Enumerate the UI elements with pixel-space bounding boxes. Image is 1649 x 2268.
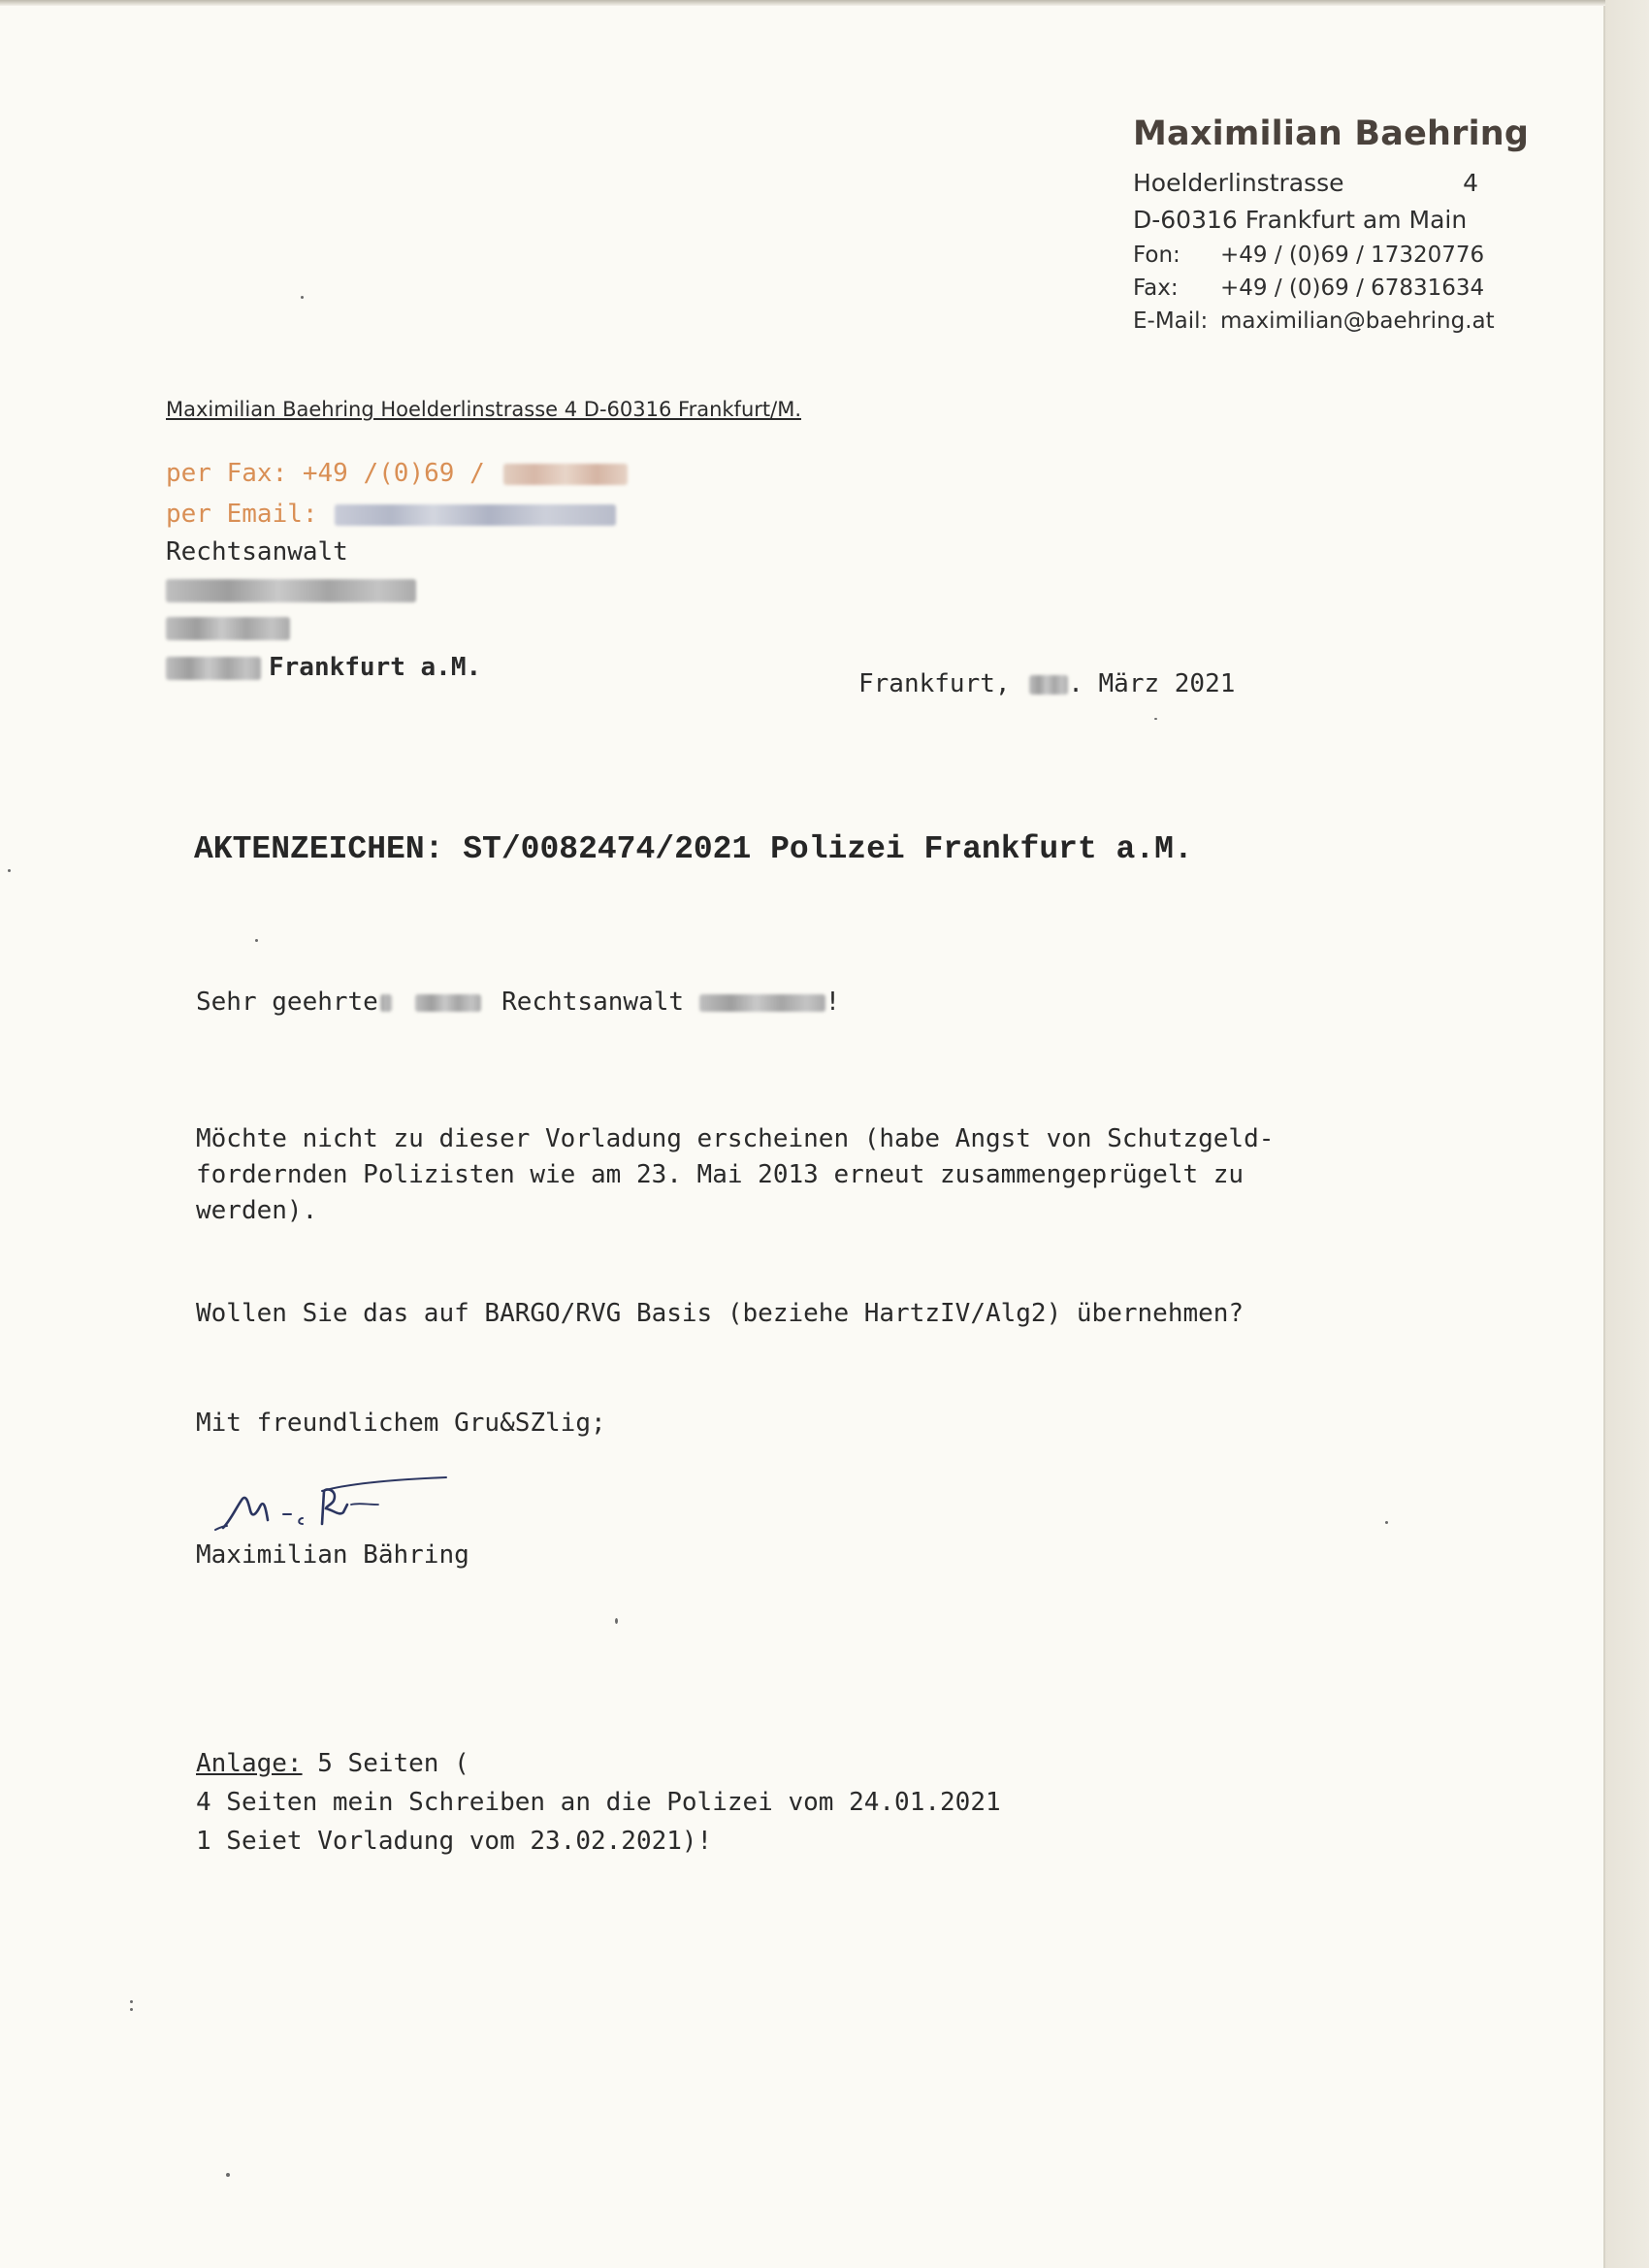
email-label: E-Mail: (1133, 308, 1209, 334)
email-value: maximilian@baehring.at (1220, 308, 1495, 334)
salutation-end: ! (824, 988, 841, 1017)
letterhead-street-name: Hoelderlinstrasse (1133, 169, 1344, 197)
body-paragraph-2: Wollen Sie das auf BARGO/RVG Basis (beziehe HartzIV/Alg2) übernehmen? (196, 1299, 1245, 1328)
recipient-title: Rechtsanwalt (166, 537, 348, 567)
salutation-start: Sehr geehrte (196, 988, 378, 1017)
salutation (196, 985, 840, 1021)
redacted-email (335, 504, 616, 526)
recipient-fax-line (166, 459, 628, 488)
scan-speck (130, 2008, 133, 2011)
scan-speck (8, 869, 11, 872)
handwritten-signature (213, 1470, 456, 1538)
scan-top-edge (0, 0, 1605, 6)
attachment-line: 1 Seiet Vorladung vom 23.02.2021)! (196, 1827, 713, 1856)
redacted-fax-number (503, 464, 628, 485)
signer-name: Maximilian Bähring (196, 1540, 469, 1570)
redacted-salutation-suffix (380, 994, 392, 1012)
scan-speck (1154, 718, 1157, 720)
recipient-fax-prefix: per Fax: +49 /(0)69 / (166, 459, 485, 488)
closing-phrase: Mit freundlichem Gru&SZlig; (196, 1409, 606, 1438)
date-prefix: Frankfurt, (858, 669, 1011, 698)
redacted-name-block (166, 579, 416, 602)
scan-speck (130, 2000, 133, 2003)
letterhead-fax (1133, 275, 1484, 301)
recipient-email-line (166, 500, 616, 529)
attachment-line: 4 Seiten mein Schreiben an die Polizei vom 24.01.2021 (196, 1788, 1001, 1817)
scan-right-margin (1605, 0, 1649, 2268)
letterhead-city: D-60316 Frankfurt am Main (1133, 206, 1468, 234)
salutation-middle: Rechtsanwalt (501, 988, 684, 1017)
recipient-email-prefix: per Email: (166, 500, 318, 529)
recipient-city-line (166, 653, 481, 682)
sender-return-line: Maximilian Baehring Hoelderlinstrasse 4 D-60316 Frankfurt/M. (166, 398, 801, 421)
scan-speck (255, 939, 258, 942)
attachment-label: Anlage: (196, 1749, 303, 1778)
recipient-city: Frankfurt a.M. (269, 653, 482, 682)
letterhead-email (1133, 308, 1495, 334)
redacted-recipient-name (166, 579, 416, 602)
redacted-recipient-street (166, 617, 290, 640)
letterhead-street (1133, 169, 1478, 197)
body-paragraph-1-line: fordernden Polizisten wie am 23. Mai 2013 erneut zusammengeprügelt zu (196, 1160, 1245, 1189)
letter-date (858, 669, 1235, 698)
scan-speck (1385, 1521, 1388, 1524)
scan-speck (301, 296, 304, 299)
fax-value: +49 / (0)69 / 67831634 (1220, 275, 1485, 301)
scan-speck (615, 1618, 618, 1624)
date-suffix: . März 2021 (1068, 669, 1236, 698)
body-paragraph-1-line: werden). (196, 1196, 318, 1225)
subject-line: AKTENZEICHEN: ST/0082474/2021 Polizei Frankfurt a.M. (194, 831, 1193, 867)
phone-value: +49 / (0)69 / 17320776 (1220, 243, 1485, 268)
redacted-recipient-surname (699, 994, 825, 1012)
redacted-postcode (166, 657, 261, 680)
scan-speck (226, 2173, 230, 2177)
letterhead-phone (1133, 243, 1484, 268)
redacted-day (1029, 675, 1068, 695)
phone-label: Fon: (1133, 243, 1180, 268)
letterhead-name: Maximilian Baehring (1133, 114, 1530, 153)
fax-label: Fax: (1133, 275, 1179, 301)
attachment-block (196, 1746, 1001, 1860)
letterhead-house-number: 4 (1463, 169, 1478, 197)
attachment-heading (196, 1746, 1001, 1782)
attachment-summary: 5 Seiten ( (302, 1749, 469, 1778)
redacted-street-block (166, 617, 290, 640)
body-paragraph-1-line: Möchte nicht zu dieser Vorladung erscheinen (habe Angst von Schutzgeld- (196, 1124, 1275, 1153)
redacted-salutation-word (415, 994, 481, 1012)
body-paragraph-1 (196, 1121, 1274, 1229)
